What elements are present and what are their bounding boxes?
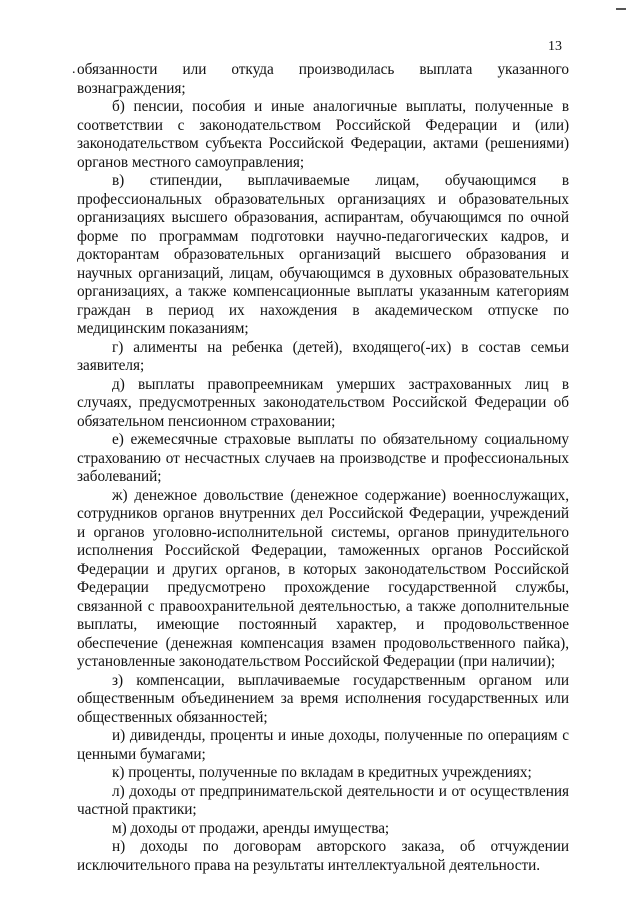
paragraph-item-m: м) доходы от продажи, аренды имущества;	[112, 819, 390, 837]
paragraph-item-d: д) выплаты правопреемникам умерших застрахованных лиц в случаях, предусмотренных законодательством Российской Федерации об обязательном пенсионном страховании;	[77, 375, 569, 430]
paragraph-continuation: обязанности или откуда производилась выплата указанного вознаграждения;	[77, 61, 569, 97]
paragraph-item-e: е) ежемесячные страховые выплаты по обязательному социальному страхованию от несчастных случаев на производстве и профессиональных заболеваний;	[77, 431, 569, 485]
paragraph-item-b: б) пенсии, пособия и иные аналогичные выплаты, полученные в соответствии с законодательством Российской Федерации и (или) законодательством субъекта Российской Федерации, актами (решениями) органов местного самоуправления;	[77, 98, 569, 171]
paragraph-item-g: г) алименты на ребенка (детей), входящего(-их) в состав семьи заявителя;	[77, 338, 569, 374]
document-body	[77, 61, 569, 875]
paragraph-item-k: к) проценты, полученные по вкладам в кредитных учреждениях;	[112, 764, 532, 781]
paragraph-item-zh: ж) денежное довольствие (денежное содержание) военнослужащих, сотрудников органов внутренних дел Российской Федерации, учреждений и органов уголовно-исполнительной системы, органов принудительного исполнения Российской Федерации, таможенных органов Российской Федерации и других органов, в которых законодательством Российской Федерации предусмотрено прохождение государственной службы, связанной с правоохранительной деятельностью, а также дополнительные выплаты, имеющие постоянный характер, и продовольственное обеспечение (денежная компенсация взамен продовольственного пайка), установленные законодательством Российской Федерации (при наличии);	[77, 486, 569, 670]
paragraph-item-i: и) дивиденды, проценты и иные доходы, полученные по операциям с ценными бумагами;	[77, 727, 569, 763]
paragraph-item-v: в) стипендии, выплачиваемые лицам, обучающимся в профессиональных образовательных организациях и образовательных организациях высшего образования, аспирантам, обучающимся по очной форме по программам подготовки научно-педагогических кадров, и докторантам образовательных организаций высшего образования и научных организаций, лицам, обучающимся в духовных образовательных организациях, а также компенсационные выплаты указанным категориям граждан в период их нахождения в академическом отпуске по медицинским показаниям;	[77, 172, 569, 337]
paragraph-item-n: н) доходы по договорам авторского заказа, об отчуждении исключительного права на результаты интеллектуальной деятельности.	[77, 838, 569, 874]
paragraph-item-l: л) доходы от предпринимательской деятельности и от осуществления частной практики;	[77, 782, 569, 818]
scan-artifact-dot: .	[72, 62, 76, 77]
scan-artifact-mark	[616, 8, 626, 10]
page-number: 13	[548, 39, 562, 54]
paragraph-item-z: з) компенсации, выплачиваемые государственным органом или общественным объединением за время исполнения государственных или общественных обязанностей;	[77, 671, 569, 726]
